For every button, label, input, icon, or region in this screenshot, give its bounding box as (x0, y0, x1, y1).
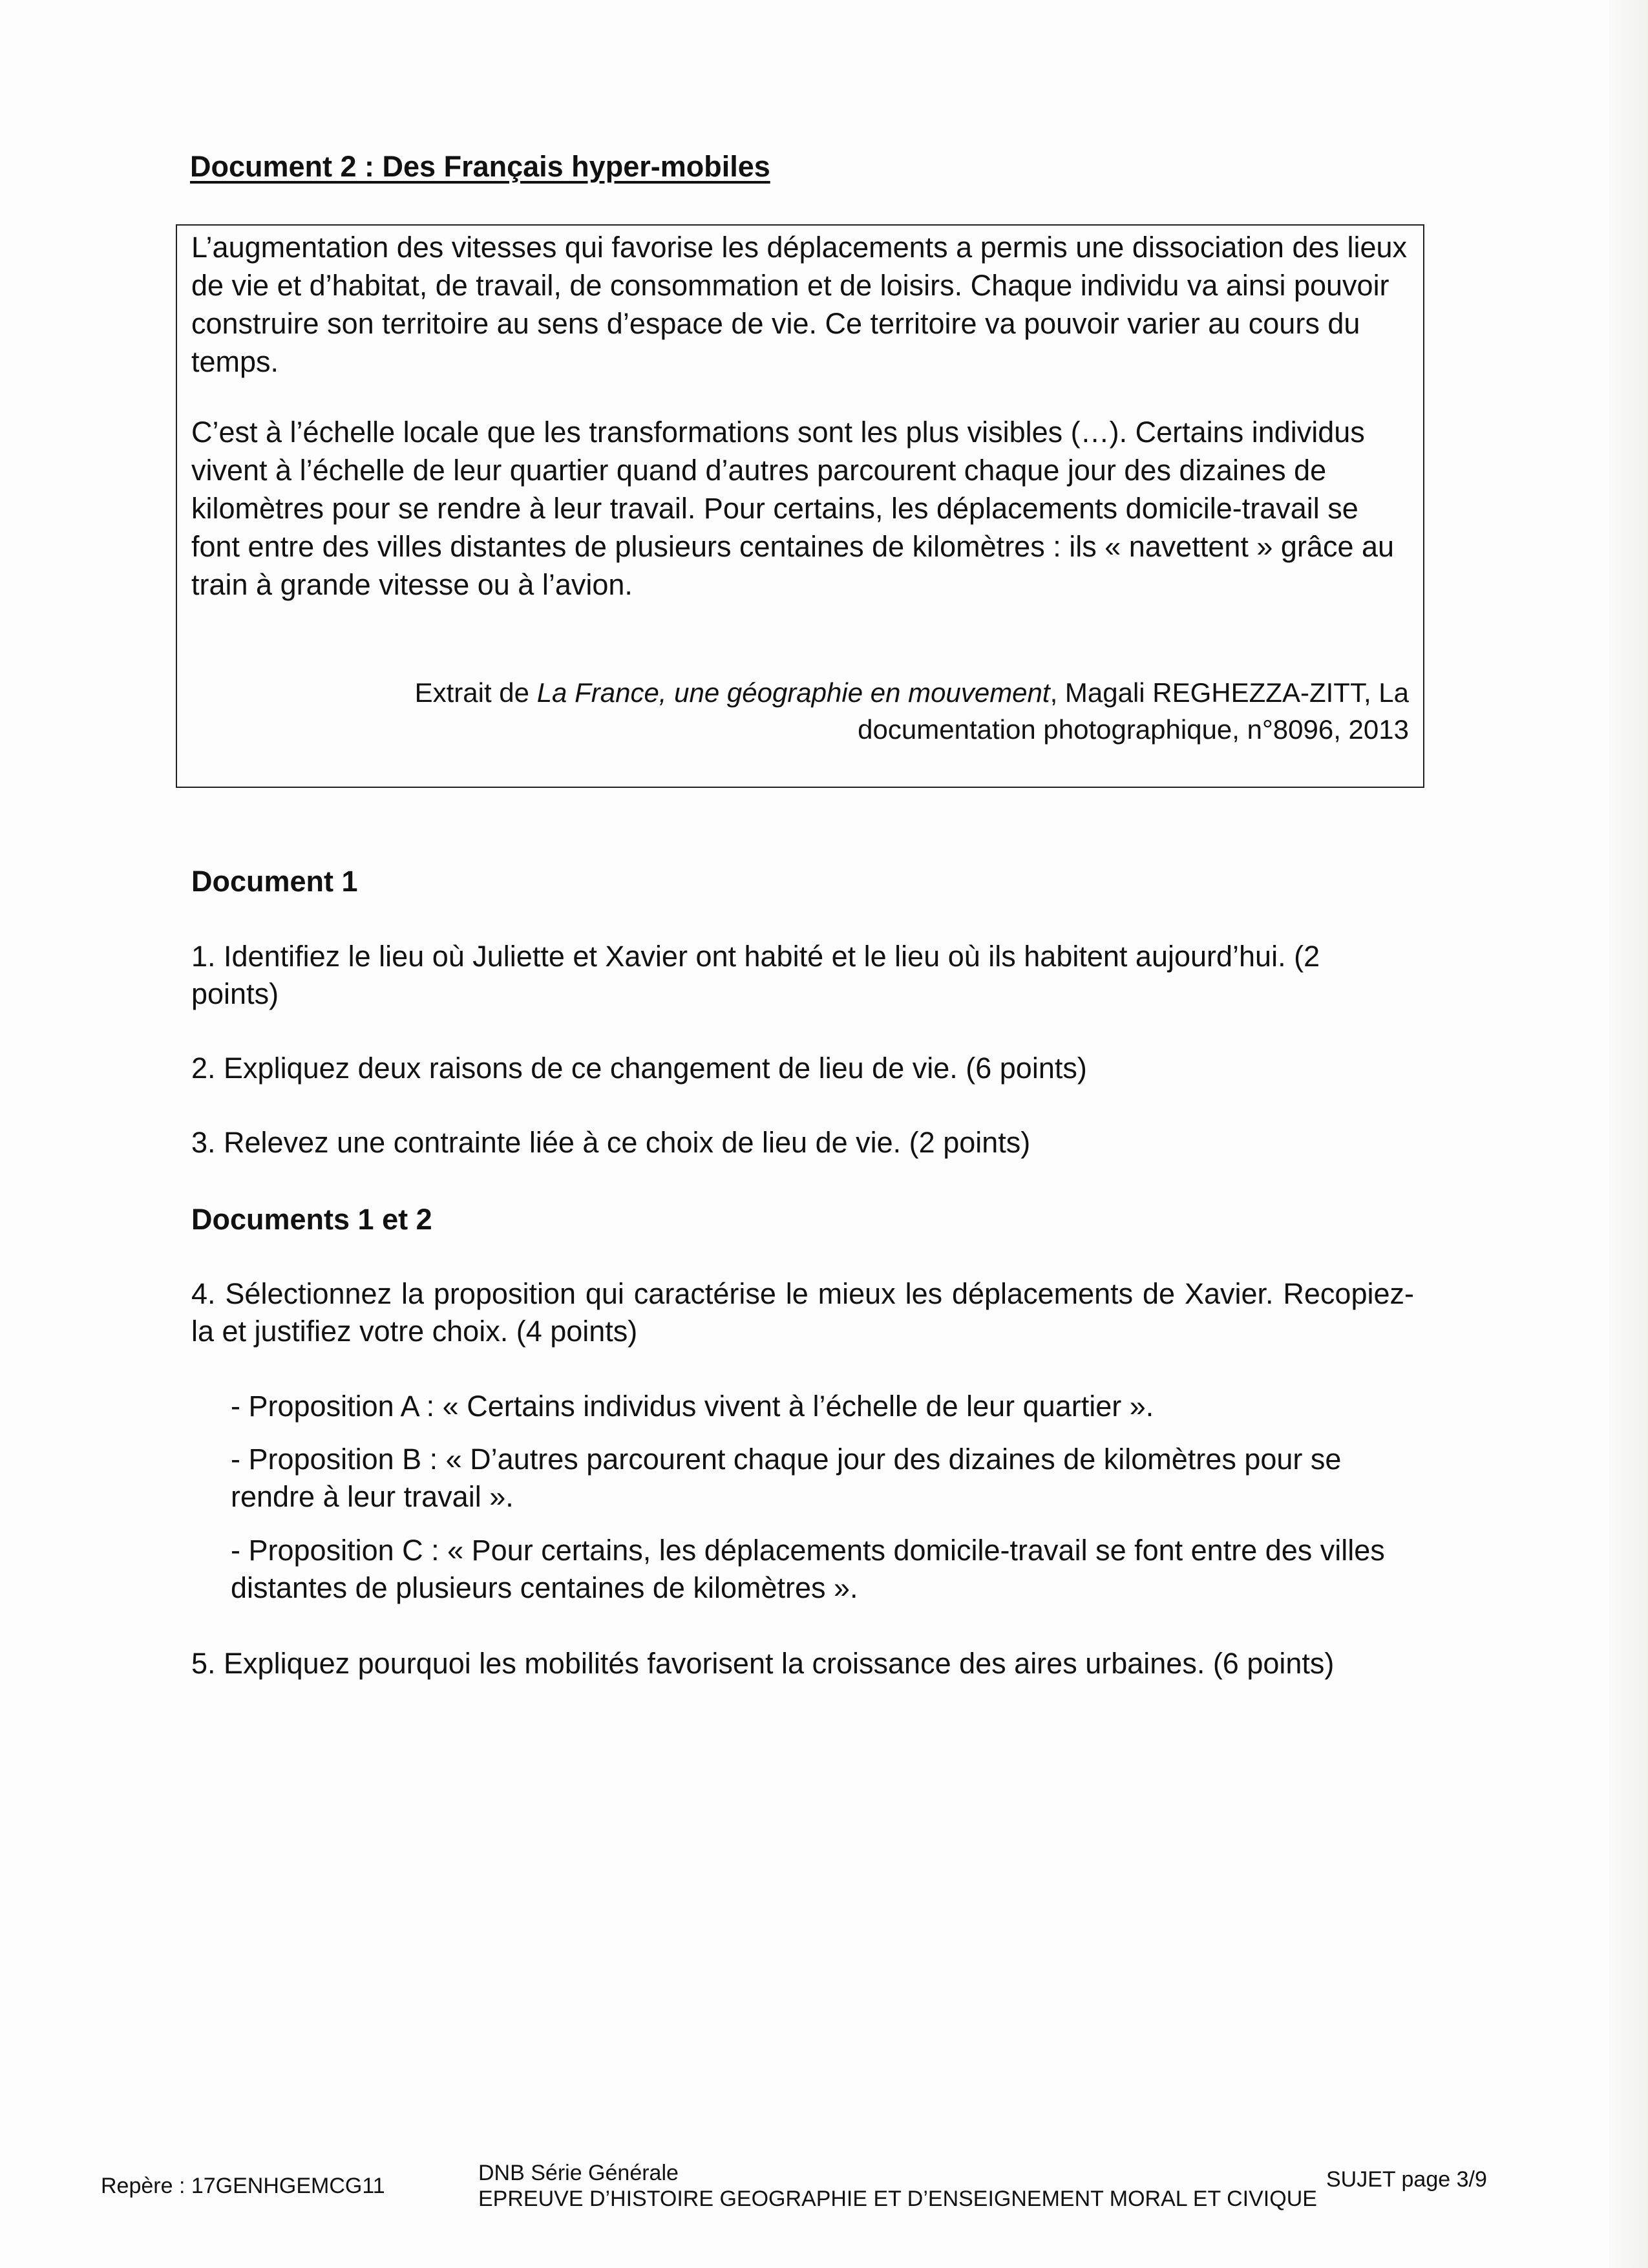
source-line2: documentation photographique, n°8096, 2013 (858, 714, 1409, 745)
footer-exam-info (478, 2160, 1317, 2212)
document-2-text-box (176, 224, 1424, 788)
question-5: 5. Expliquez pourquoi les mobilités favorisent la croissance des aires urbaines. (6 points) (191, 1647, 1335, 1680)
section-heading-documents-1-et-2: Documents 1 et 2 (191, 1203, 432, 1236)
footer-reference: Repère : 17GENHGEMCG11 (101, 2174, 385, 2198)
proposition-c: - Proposition C : « Pour certains, les déplacements domicile-travail se font entre des villes distantes de plusieurs centaines de kilomètres ». (231, 1534, 1385, 1604)
footer-page-number: SUJET page 3/9 (1326, 2167, 1487, 2192)
document-2-paragraph-2: C’est à l’échelle locale que les transformations sont les plus visibles (…). Certains individus vivent à l’échelle de leur quartier quand d’autres parcourent chaque jour des dizaines de kilomètres pour se rendre à leur travail. Pour certains, les déplacements domicile-travail se font entre des villes distantes de plusieurs centaines de kilomètres : ils « navettent » grâce au train à grande vitesse ou à l’avion. (191, 416, 1395, 601)
question-2: 2. Expliquez deux raisons de ce changement de lieu de vie. (6 points) (191, 1052, 1087, 1085)
question-1: 1. Identifiez le lieu où Juliette et Xavier ont habité et le lieu où ils habitent aujourd’hui. (2 points) (191, 940, 1320, 1010)
section-heading-document-1: Document 1 (191, 865, 358, 898)
document-2-title: Document 2 : Des Français hyper-mobiles (190, 150, 770, 183)
proposition-b: - Proposition B : « D’autres parcourent chaque jour des dizaines de kilomètres pour se rendre à leur travail ». (231, 1443, 1342, 1513)
source-prefix: Extrait de (414, 677, 537, 708)
source-line1-suffix: , Magali REGHEZZA-ZITT, La (1050, 677, 1409, 708)
question-3: 3. Relevez une contrainte liée à ce choix de lieu de vie. (2 points) (191, 1126, 1031, 1159)
paper-edge (1609, 0, 1648, 2268)
footer-series: DNB Série Générale (478, 2161, 679, 2185)
document-2-source (310, 674, 1409, 748)
question-4: 4. Sélectionnez la proposition qui caractérise le mieux les déplacements de Xavier. Recopiez-la et justifiez votre choix. (4 points) (191, 1277, 1414, 1348)
document-2-paragraph-1: L’augmentation des vitesses qui favorise les déplacements a permis une dissociation des lieux de vie et d’habitat, de travail, de consommation et de loisirs. Chaque individu va ainsi pouvoir construire son territoire au sens d’espace de vie. Ce territoire va pouvoir varier au cours du temps. (191, 231, 1408, 378)
footer-exam-title: EPREUVE D’HISTOIRE GEOGRAPHIE ET D’ENSEIGNEMENT MORAL ET CIVIQUE (478, 2187, 1317, 2211)
proposition-a: - Proposition A : « Certains individus vivent à l’échelle de leur quartier ». (231, 1390, 1154, 1423)
source-book-title: La France, une géographie en mouvement (536, 677, 1050, 708)
